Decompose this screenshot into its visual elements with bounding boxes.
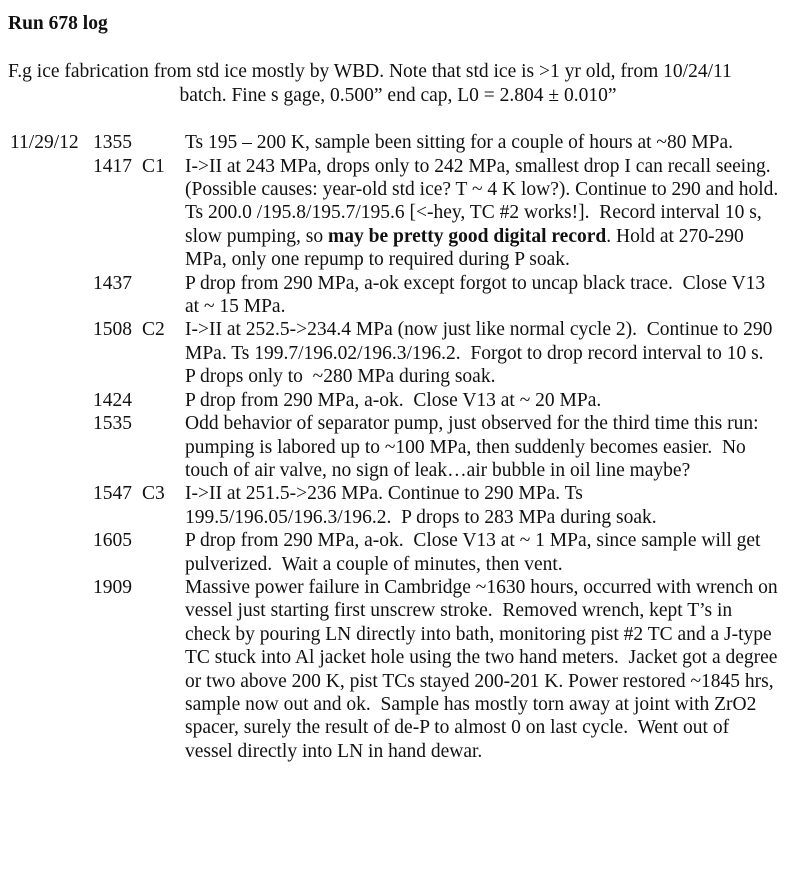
intro-line-2: batch. Fine s gage, 0.500” end cap, L0 = 2.804 ± 0.010” — [179, 84, 617, 106]
entry-text-segment: P drop from 290 MPa, a-ok. Close V13 at ~ 1 MPa, since sample will get pulverized. Wait a couple of minutes, then vent. — [185, 530, 766, 575]
entry-time: 1424 — [93, 389, 132, 411]
entry-text-segment: P drop from 290 MPa, a-ok except forgot to uncap black trace. Close V13 at ~ 15 MPa. — [185, 272, 771, 318]
page-title: Run 678 log — [8, 13, 108, 34]
entry-text-segment: . Hold at 270-290 MPa, only one repump to required during P soak. — [185, 225, 749, 271]
entry-text — [185, 131, 780, 154]
log-entries — [8, 131, 788, 763]
entry-time: 1547 — [93, 483, 132, 505]
entry-text-segment: I->II at 243 MPa, drops only to 242 MPa, smallest drop I can recall seeing. (Possible causes: year-old std ice? T ~ 4 K low?). Continue to 290 and hold. Ts 200.0 /195.8/195.7/195.6 [<-hey, TC #2 works!]. Record interval 10 s, slow pumping, so — [185, 155, 788, 247]
entry-text — [185, 389, 780, 412]
entry-time: 1417 — [93, 155, 132, 177]
log-entry-row — [8, 155, 788, 272]
intro-line-1: F.g ice fabrication from std ice mostly by WBD. Note that std ice is >1 yr old, from 10/24/11 — [8, 61, 732, 83]
entry-text — [185, 576, 783, 763]
entry-text-segment: P drop from 290 MPa, a-ok. Close V13 at ~ 20 MPa. — [185, 389, 602, 411]
log-entry-row — [8, 131, 788, 154]
entry-cycle-label: C2 — [142, 319, 165, 341]
log-entry-row — [8, 412, 788, 482]
entry-text — [185, 482, 780, 529]
entry-text-segment: Massive power failure in Cambridge ~1630 hours, occurred with wrench on vessel just starting first unscrew stroke. Removed wrench, kept T’s in check by pouring LN directly into bath, monitoring pist #2 TC and a J-type TC stuck into Al jacket hole using the two hand meters. Jacket got a degree or two above 200 K, pist TCs stayed 200-201 K. Power restored ~1845 hrs, sample now out and ok. Sample has mostly torn away at joint with ZrO2 spacer, surely the result of de-P to almost 0 on last cycle. Went out of vessel directly into LN in hand dewar. — [185, 576, 783, 762]
entry-text — [185, 529, 780, 576]
log-entry-row — [8, 389, 788, 412]
log-entry-row — [8, 576, 788, 763]
entry-text — [185, 155, 788, 272]
entry-time: 1909 — [93, 576, 132, 598]
entry-text-segment: I->II at 251.5->236 MPa. Continue to 290 MPa. Ts 199.5/196.05/196.3/196.2. P drops to 283 MPa during soak. — [185, 483, 657, 528]
log-entry-row — [8, 272, 788, 319]
entry-text-bold-segment: may be pretty good digital record — [328, 225, 607, 247]
entry-text-segment: I->II at 252.5->234.4 MPa (now just like normal cycle 2). Continue to 290 MPa. Ts 199.7/196.02/196.3/196.2. Forgot to drop record interval to 10 s. P drops only to ~280 MPa during soak. — [185, 319, 778, 388]
entry-text-segment: Odd behavior of separator pump, just observed for the third time this run: pumping is labored up to ~100 MPa, then suddenly becomes easier. No touch of air valve, no sign of leak…air bubble in oil line maybe? — [185, 413, 764, 481]
log-entry-row — [8, 529, 788, 576]
log-entry-row — [8, 482, 788, 529]
entry-time: 1535 — [93, 413, 132, 435]
entry-text — [185, 318, 780, 388]
entry-time: 1437 — [93, 272, 132, 294]
entry-time: 1508 — [93, 319, 132, 341]
entry-text — [185, 272, 780, 319]
log-entry-row — [8, 318, 788, 388]
entry-cycle-label: C3 — [142, 483, 165, 505]
entry-time: 1605 — [93, 530, 132, 552]
entry-text — [185, 412, 780, 482]
entry-date: 11/29/12 — [10, 132, 79, 154]
intro-paragraph — [8, 60, 788, 107]
entry-cycle-label: C1 — [142, 155, 165, 177]
entry-text-segment: Ts 195 – 200 K, sample been sitting for a couple of hours at ~80 MPa. — [185, 132, 734, 154]
entry-time: 1355 — [93, 132, 132, 154]
